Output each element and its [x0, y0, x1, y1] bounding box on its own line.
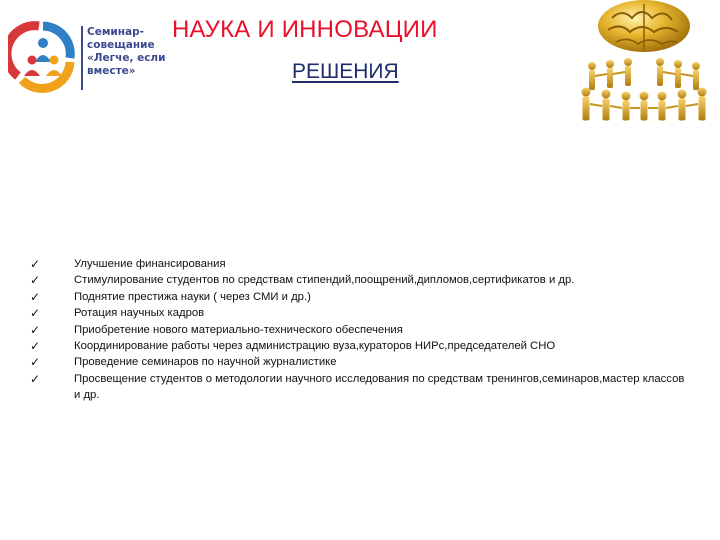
logo-line: вместе» [87, 65, 136, 77]
list-item-text: Координирование работы через администрацию вуза,кураторов НИРс,председателей СНО [74, 340, 556, 353]
logo-divider [81, 26, 83, 90]
checkmark-icon: ✓ [30, 371, 41, 386]
golden-brain-with-figures-icon [572, 0, 712, 130]
list-item [30, 305, 690, 321]
list-item [30, 354, 690, 370]
list-item [30, 289, 690, 305]
seminar-logo-icon [8, 18, 78, 96]
list-item-text: Проведение семинаров по научной журналистике [74, 356, 337, 369]
list-item [30, 371, 690, 404]
list-item [30, 322, 690, 338]
checkmark-icon: ✓ [30, 289, 41, 304]
list-item-text: Стимулирование студентов по средствам стипендий,поощрений,дипломов,сертификатов и др. [74, 274, 575, 287]
list-item-text: Ротация научных кадров [74, 307, 205, 320]
logo-text [87, 26, 167, 78]
checkmark-icon: ✓ [30, 257, 41, 271]
list-item [30, 272, 690, 288]
seminar-logo [8, 14, 168, 104]
logo-line: «Легче, если [87, 52, 166, 64]
list-item-text: Улучшение финансирования [74, 258, 226, 270]
logo-line: Семинар- [87, 26, 144, 38]
list-item [30, 338, 690, 354]
checkmark-icon: ✓ [30, 273, 41, 288]
checkmark-icon: ✓ [30, 322, 41, 337]
page-subtitle: РЕШЕНИЯ [292, 60, 399, 83]
solutions-checklist [30, 256, 690, 404]
list-item-text: Поднятие престижа науки ( через СМИ и др.) [74, 290, 311, 303]
logo-line: совещание [87, 39, 155, 51]
checkmark-icon: ✓ [30, 339, 41, 354]
checkmark-icon: ✓ [30, 306, 41, 321]
checkmark-icon: ✓ [30, 355, 41, 370]
list-item-text: Приобретение нового материально-технического обеспечения [74, 323, 403, 336]
list-item [30, 256, 690, 272]
page-title: НАУКА И ИННОВАЦИИ [172, 16, 438, 43]
list-item-text: Просвещение студентов о методологии научного исследования по средствам тренингов,семинаров,мастер классов и др. [74, 372, 685, 402]
